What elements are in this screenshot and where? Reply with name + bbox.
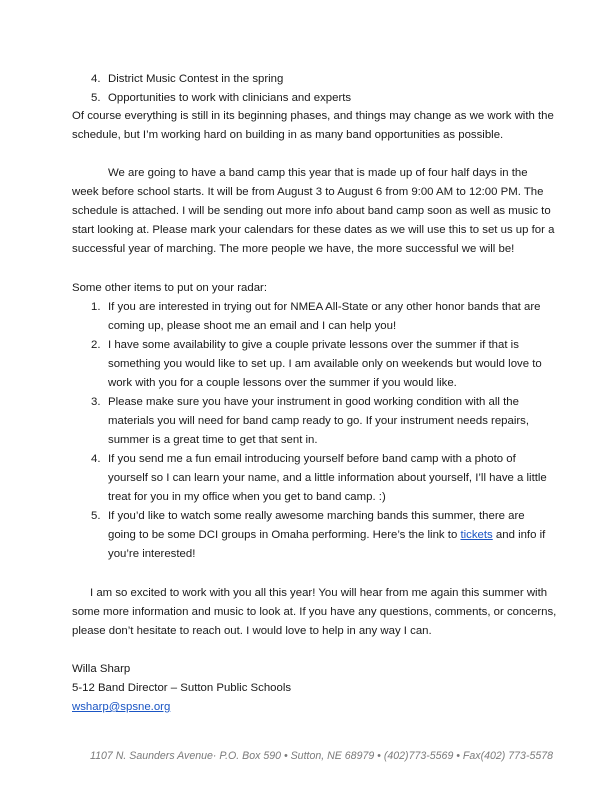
list-item-line: If you are interested in trying out for NMEA All-State or any other honor bands that are: [108, 301, 541, 313]
paragraph-line: successful year of marching. The more people we have, the more successful we will be!: [72, 243, 515, 255]
list-item-line: yourself so I can learn your name, and a little information about yourself, I’ll have a little: [108, 472, 547, 484]
email-link[interactable]: wsharp@spsne.org: [72, 701, 171, 713]
paragraph-line: week before school starts. It will be from August 3 to August 6 from 9:00 AM to 12:00 PM. The: [72, 186, 544, 198]
list-item-line: something you would like to set up. I am available only on weekends but would love to: [108, 358, 542, 370]
tickets-link[interactable]: tickets: [460, 529, 493, 541]
list-item-text: Opportunities to work with clinicians and experts: [108, 92, 352, 104]
list-item-text: and info if: [492, 529, 546, 541]
list-item-line: Please make sure you have your instrument in good working condition with all the: [108, 396, 519, 408]
paragraph-line: some more information and music to look at. If you have any questions, comments, or concerns,: [72, 606, 557, 618]
list-number: 3.: [91, 396, 101, 408]
list-number: 2.: [91, 339, 101, 351]
list-number: 5.: [91, 92, 101, 104]
list-item-line: treat for you in my office when you get to band camp. :): [108, 491, 386, 503]
list-item-line: you’re interested!: [108, 548, 196, 560]
list-item-line: materials you will need for band camp ready to go. If your instrument needs repairs,: [108, 415, 530, 427]
list-item-line: work with you for a couple lessons over the summer if you would like.: [108, 377, 457, 389]
paragraph-line: Of course everything is still in its beginning phases, and things may change as we work with the: [72, 110, 554, 122]
list-item-line: summer is a great time to get that sent in.: [108, 434, 318, 446]
paragraph-line: please don’t hesitate to reach out. I would love to help in any way I can.: [72, 625, 432, 637]
section-heading: Some other items to put on your radar:: [72, 282, 268, 294]
signature-name: Willa Sharp: [72, 663, 131, 675]
signature-title: 5-12 Band Director – Sutton Public Schools: [72, 682, 292, 694]
paragraph-line: start looking at. Please mark your calendars for these dates as we will use this to set us up for a: [72, 224, 555, 236]
list-number: 1.: [91, 301, 101, 313]
list-item-text: going to be some DCI groups in Omaha performing. Here’s the link to: [108, 529, 458, 541]
list-item-line: If you’d like to watch some really awesome marching bands this summer, there are: [108, 510, 525, 522]
paragraph-line: schedule is attached. I will be sending out more info about band camp soon as well as music to: [72, 205, 551, 217]
list-item-text: District Music Contest in the spring: [108, 73, 284, 85]
list-number: 4.: [91, 453, 101, 465]
list-number: 4.: [91, 73, 101, 85]
list-item-line: [108, 529, 545, 541]
paragraph-line: schedule, but I’m working hard on building in as many band opportunities as possible.: [72, 129, 504, 141]
list-item-line: I have some availability to give a couple private lessons over the summer if that is: [108, 339, 519, 351]
list-number: 5.: [91, 510, 101, 522]
list-item-line: coming up, please shoot me an email and I can help you!: [108, 320, 397, 332]
list-item-line: If you send me a fun email introducing yourself before band camp with a photo of: [108, 453, 516, 465]
paragraph-line: I am so excited to work with you all this year! You will hear from me again this summer with: [90, 587, 548, 599]
page-footer-address: 1107 N. Saunders Avenue· P.O. Box 590 • Sutton, NE 68979 • (402)773-5569 • Fax(402) 773-5578: [90, 750, 554, 762]
paragraph-line: We are going to have a band camp this year that is made up of four half days in the: [108, 167, 528, 179]
